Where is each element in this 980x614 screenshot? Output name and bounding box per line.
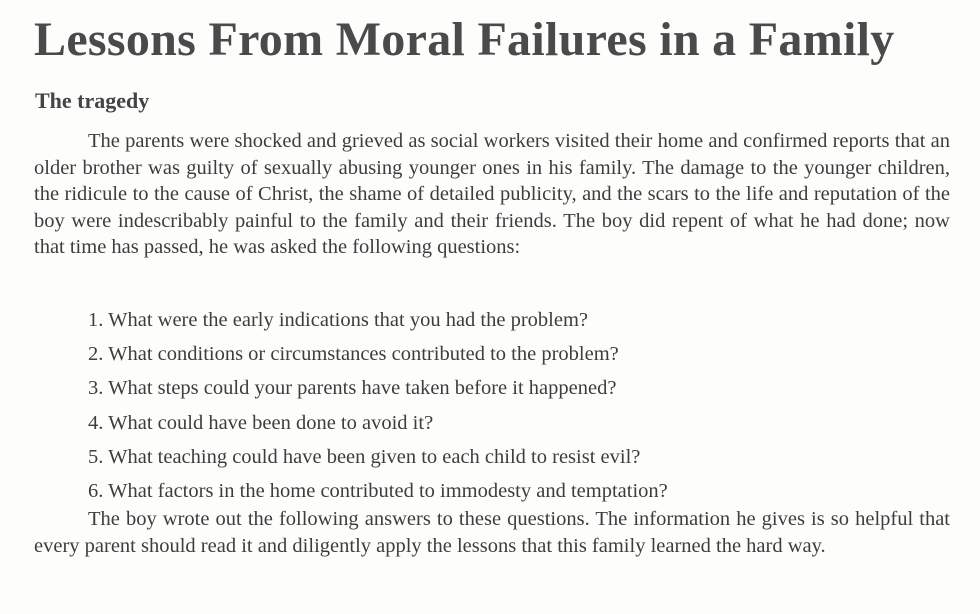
closing-paragraph	[34, 506, 950, 559]
question-item: 3. What steps could your parents have taken before it happened?	[88, 377, 617, 400]
question-item: 4. What could have been done to avoid it?	[88, 411, 434, 434]
section-heading: The tragedy	[35, 88, 150, 113]
page-title: Lessons From Moral Failures in a Family	[34, 13, 895, 66]
questions-list	[88, 303, 668, 508]
question-item: 1. What were the early indications that you had the problem?	[88, 309, 588, 331]
intro-paragraph	[34, 128, 950, 261]
question-item: 6. What factors in the home contributed to immodesty and temptation?	[88, 480, 668, 503]
question-item: 2. What conditions or circumstances contributed to the problem?	[88, 343, 619, 366]
intro-paragraph-text: The parents were shocked and grieved as social workers visited their home and confirmed reports that an older brother was guilty of sexually abusing younger ones in his family. The damage to the younger children, the ridicule to the cause of Christ, the shame of detailed publicity, and the scars to the life and reputation of the boy were indescribably painful to the family and their friends. The boy did repent of what he had done; now that time has passed, he was asked the following questions:	[34, 130, 950, 259]
closing-paragraph-text: The boy wrote out the following answers to these questions. The information he gives is so helpful that every parent should read it and diligently apply the lessons that this family learned the hard way.	[34, 508, 950, 557]
question-item: 5. What teaching could have been given to each child to resist evil?	[88, 445, 641, 468]
